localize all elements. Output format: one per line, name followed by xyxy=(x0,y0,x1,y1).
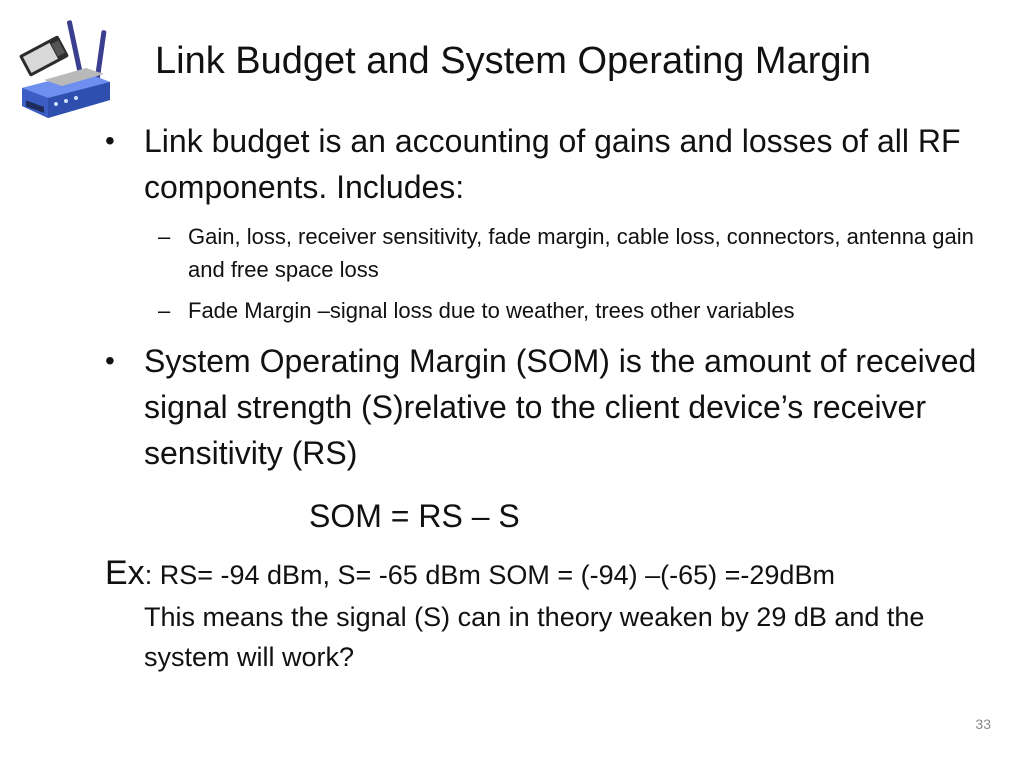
sub-bullet-text: Fade Margin –signal loss due to weather, trees other variables xyxy=(188,298,795,323)
bullet-som xyxy=(105,338,985,476)
som-formula: SOM = RS – S xyxy=(309,498,520,534)
example-prefix: Ex xyxy=(105,554,145,592)
wireless-router-icon xyxy=(14,16,114,124)
slide-title: Link Budget and System Operating Margin xyxy=(155,40,872,82)
bullet-text: Link budget is an accounting of gains and losses of all RF components. Includes: xyxy=(144,123,961,205)
example-text: : RS= -94 dBm, S= -65 dBm SOM = (-94) –(-65) =-29dBm xyxy=(144,560,835,590)
page-number: 33 xyxy=(975,716,991,732)
bullet-marker: • xyxy=(105,125,115,156)
sub-bullet-components xyxy=(158,220,978,286)
bullet-marker: • xyxy=(105,345,115,376)
bullet-text: System Operating Margin (SOM) is the amount of received signal strength (S)relative to the client device’s receiver sensitivity (RS) xyxy=(144,343,977,471)
sub-bullet-text: Gain, loss, receiver sensitivity, fade margin, cable loss, connectors, antenna gain and free space loss xyxy=(188,224,974,282)
sub-bullet-marker: – xyxy=(158,224,171,249)
sub-bullet-marker: – xyxy=(158,298,171,323)
bullet-link-budget xyxy=(105,118,985,210)
example-line xyxy=(105,553,835,595)
sub-bullet-fade-margin xyxy=(158,294,978,327)
example-explanation: This means the signal (S) can in theory weaken by 29 dB and the system will work? xyxy=(144,602,925,672)
